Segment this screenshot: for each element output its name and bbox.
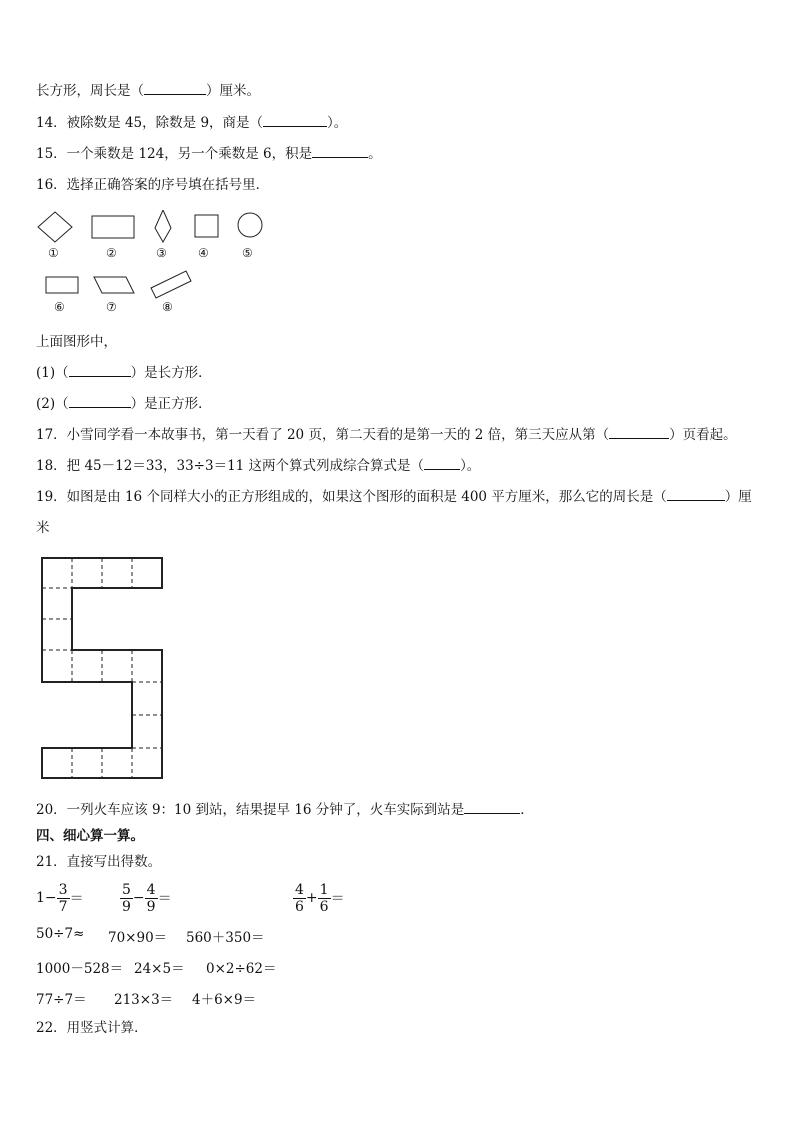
shape-label-4: ④ [198, 246, 209, 260]
sub-question-2 [36, 395, 212, 413]
answer-blank[interactable] [69, 395, 131, 408]
intro-text: 上面图形中， [36, 334, 117, 350]
calc-item: 50÷7≈ [36, 926, 85, 942]
sub-question-1 [36, 364, 212, 382]
kite-shape [155, 210, 171, 242]
continued-question-line [36, 82, 260, 100]
question-text: 21．直接写出得数。 [36, 854, 162, 870]
shape-label-3: ③ [156, 246, 167, 260]
equals: ＝ [157, 891, 172, 907]
denominator: 9 [122, 898, 131, 915]
numerator: 5 [122, 881, 131, 898]
calc-item: 70×90＝ [108, 930, 168, 946]
calc-item: 77÷7＝ [36, 992, 87, 1008]
shape-label-1: ① [48, 246, 59, 260]
question-22 [36, 1019, 148, 1037]
s-shape-figure [40, 556, 170, 784]
section-heading [36, 827, 144, 845]
question-text: 18．把 45－12＝33，33÷3＝11 这两个算式列成综合算式是（ [36, 458, 425, 474]
question-text: 22．用竖式计算． [36, 1020, 148, 1036]
question-14 [36, 114, 347, 132]
question-text: 米 [36, 520, 50, 536]
question-20 [36, 801, 534, 819]
numerator: 4 [146, 881, 156, 898]
answer-blank[interactable] [424, 457, 460, 470]
calc-item: 24×5＝ [134, 961, 185, 977]
question-text: ）厘 [724, 489, 752, 505]
shape-label-2: ② [106, 246, 117, 260]
small-rectangle-shape [46, 277, 78, 293]
calc-item: 213×3＝ [114, 992, 174, 1008]
shape-label-8: ⑧ [162, 300, 173, 314]
s-shape-svg [40, 556, 170, 780]
question-text: (2)（ [36, 396, 69, 412]
equals: ＝ [330, 891, 345, 907]
square-shape [195, 215, 218, 237]
question-text: 17．小雪同学看一本故事书，第一天看了 20 页，第二天看的是第一天的 2 倍，第三天应从第（ [36, 427, 610, 443]
calc-item: 1000－528＝ [36, 961, 124, 977]
answer-blank[interactable] [144, 82, 206, 95]
answer-blank[interactable] [263, 114, 327, 127]
denominator: 6 [295, 898, 304, 915]
parallelogram-shape [94, 277, 134, 293]
calc-item: 4＋6×9＝ [192, 992, 257, 1008]
answer-blank[interactable] [667, 488, 725, 501]
answer-blank[interactable] [609, 426, 669, 439]
numerator: 4 [295, 881, 304, 898]
question-text: ）。 [327, 115, 348, 131]
operator: + [305, 890, 318, 906]
rectangle-shape [92, 216, 134, 238]
fraction [57, 882, 70, 915]
numerator: 3 [58, 881, 68, 898]
answer-blank[interactable] [312, 145, 368, 158]
question-text: 15．一个乘数是 124，另一个乘数是 6，积是 [36, 146, 313, 162]
fraction-expr-3 [293, 880, 345, 916]
question-text: ）是长方形． [130, 365, 212, 381]
question-text: ． [520, 802, 534, 818]
shape-label-5: ⑤ [242, 246, 253, 260]
denominator: 9 [146, 898, 156, 915]
tilted-rectangle-shape [151, 271, 191, 298]
question-text: 。 [368, 146, 382, 162]
question-text: ）页看起。 [669, 427, 737, 443]
fraction-expr-2 [120, 880, 172, 916]
shape-label-7: ⑦ [106, 300, 117, 314]
denominator: 6 [319, 898, 329, 915]
question-text: ）是正方形． [130, 396, 212, 412]
fraction [318, 882, 331, 915]
fraction-expr-1 [36, 880, 84, 916]
question-21 [36, 853, 161, 871]
numerator: 1 [319, 881, 329, 898]
question-16 [36, 176, 269, 194]
question-19-continued [36, 519, 50, 537]
circle-shape [238, 213, 262, 237]
question-text: 16．选择正确答案的序号填在括号里． [36, 177, 270, 193]
calc-item: 0×2÷62＝ [206, 961, 277, 977]
question-19 [36, 488, 752, 506]
answer-blank[interactable] [464, 801, 520, 814]
text: 长方形，周长是（ [36, 83, 144, 99]
question-18 [36, 457, 480, 475]
question-text: 20．一列火车应该 9：10 到站，结果提早 16 分钟了，火车实际到站是 [36, 802, 465, 818]
shapes-intro [36, 333, 117, 351]
question-text: 19．如图是由 16 个同样大小的正方形组成的，如果这个图形的面积是 400 平方厘米，那么它的周长是（ [36, 489, 667, 505]
question-text: ）。 [460, 458, 481, 474]
question-text: 14．被除数是 45，除数是 9，商是（ [36, 115, 264, 131]
fraction [145, 882, 158, 915]
section-title: 四、细心算一算。 [36, 828, 144, 844]
fraction [120, 882, 133, 915]
expr-text: 1− [36, 890, 57, 906]
shape-label-6: ⑥ [54, 300, 65, 314]
calc-item: 560＋350＝ [186, 930, 265, 946]
text: ）厘米。 [206, 83, 260, 99]
question-text: (1)（ [36, 365, 69, 381]
question-17 [36, 426, 737, 444]
denominator: 7 [58, 898, 68, 915]
fraction [293, 882, 306, 915]
diamond-shape [38, 212, 72, 242]
answer-blank[interactable] [69, 364, 131, 377]
equals: ＝ [69, 891, 84, 907]
shapes-figure [36, 210, 296, 320]
question-15 [36, 145, 382, 163]
operator: − [132, 890, 145, 906]
